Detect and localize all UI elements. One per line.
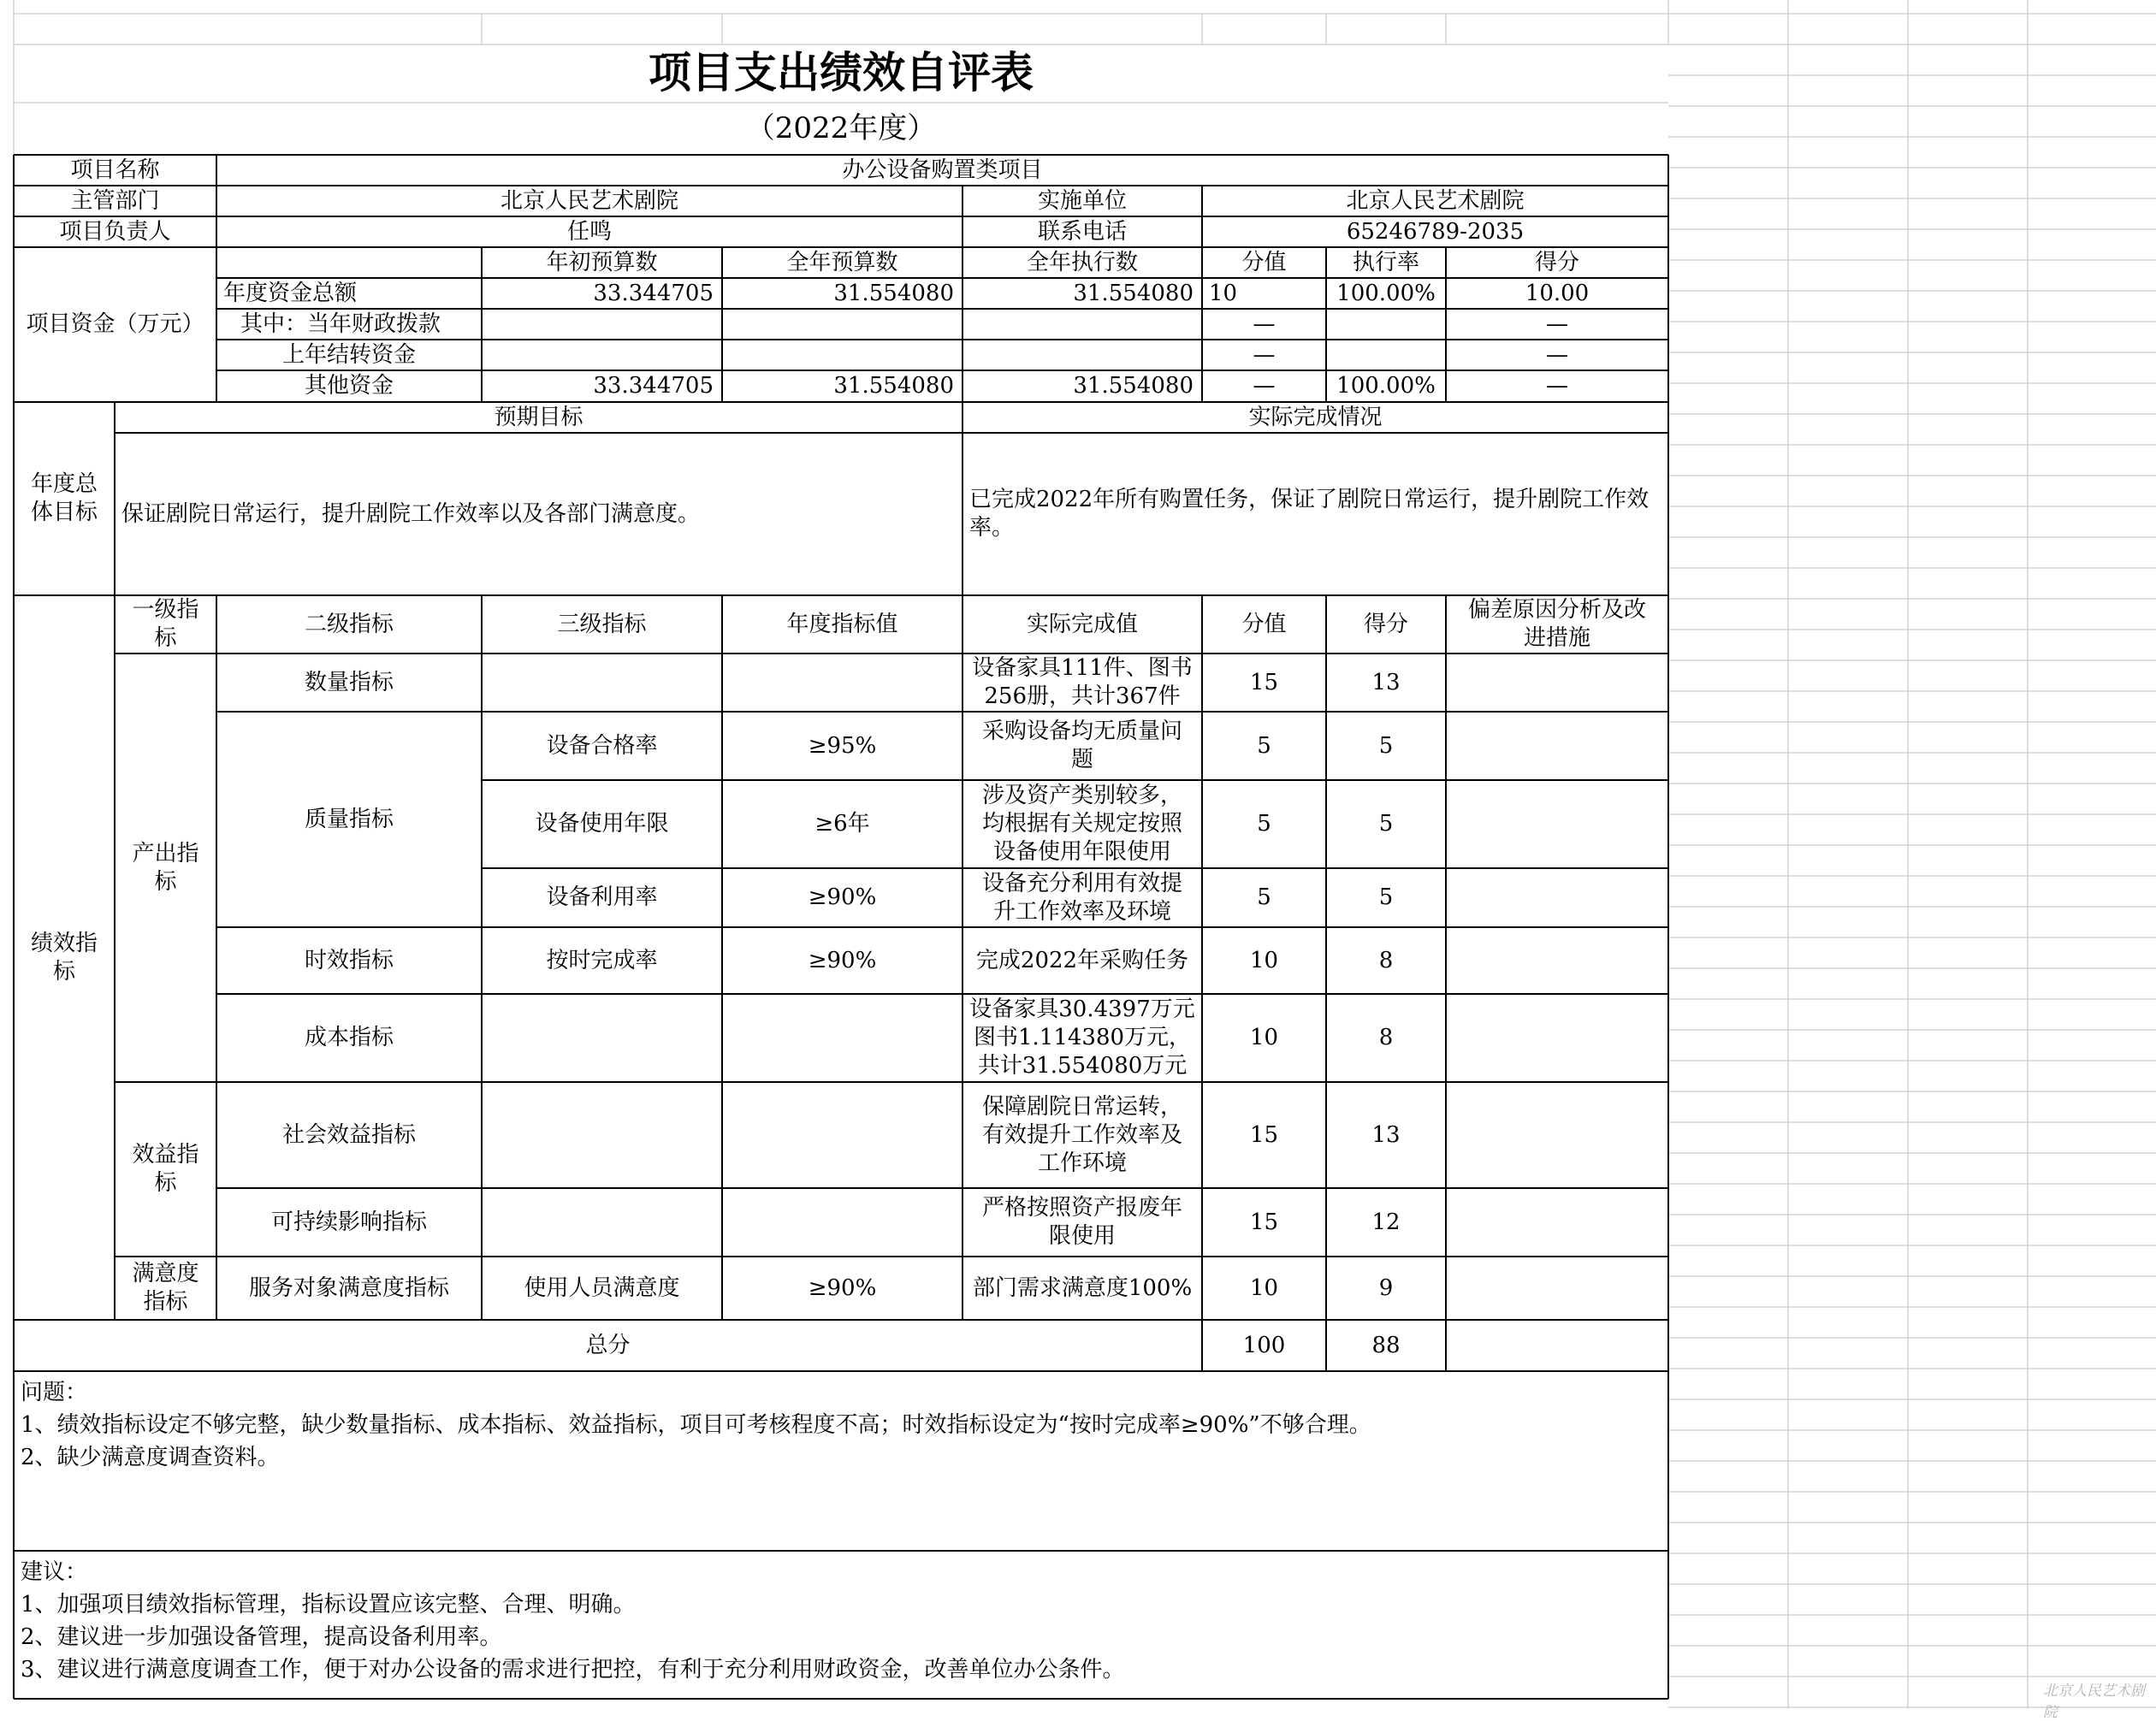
score-cell: 5	[1378, 811, 1394, 837]
funds-annual-budget: 31.554080	[833, 373, 954, 399]
problem-item: 1、绩效指标设定不够完整，缺少数量指标、成本指标、效益指标，项目可考核程度不高；时效指标设定为“按时完成率≥90%”不够合理。	[21, 1412, 1371, 1438]
target-cell: ≥90%	[808, 947, 877, 973]
score-cell: 5	[1378, 884, 1394, 910]
perf-header-target: 年度指标值	[786, 611, 898, 637]
total-score: 88	[1371, 1332, 1401, 1358]
target-cell	[722, 994, 962, 1082]
level1-benefit: 效益指 标	[132, 1142, 199, 1196]
page-title: 项目支出绩效自评表	[649, 47, 1034, 98]
funds-executed: 31.554080	[1073, 373, 1194, 399]
level3-cell	[482, 1188, 722, 1257]
value-cell: 15	[1249, 1209, 1279, 1235]
actual-cell: 严格按照资产报废年 限使用	[981, 1195, 1182, 1249]
level3-cell: 设备利用率	[546, 884, 658, 910]
score-cell: 5	[1378, 732, 1394, 759]
watermark: 北京人民艺术剧院	[2043, 1683, 2145, 1721]
actual-cell: 采购设备均无质量问 题	[981, 719, 1182, 772]
deviation-cell	[1446, 654, 1668, 712]
value-cell: 5	[1257, 811, 1271, 837]
dept-value: 北京人民艺术剧院	[500, 187, 678, 214]
funds-exec-rate: 100.00%	[1336, 280, 1436, 306]
deviation-cell	[1446, 868, 1668, 927]
dept-label: 主管部门	[70, 187, 160, 214]
funds-initial-budget: 33.344705	[593, 280, 714, 306]
funds-score: —	[1546, 341, 1568, 368]
funds-annual-budget	[722, 309, 962, 340]
value-cell: 10	[1249, 1274, 1279, 1301]
actual-cell: 保障剧院日常运转， 有效提升工作效率及 工作环境	[981, 1093, 1182, 1176]
funds-score-value: 10	[1209, 280, 1238, 306]
funds-exec-rate	[1326, 309, 1446, 340]
perf-label: 绩效指 标	[30, 930, 98, 985]
deviation-cell	[1446, 1257, 1668, 1320]
level3-cell: 使用人员满意度	[524, 1274, 680, 1301]
level3-cell	[482, 1082, 722, 1188]
funds-score-value: —	[1253, 310, 1276, 337]
deviation-cell	[1446, 1188, 1668, 1257]
level3-cell: 设备使用年限	[535, 811, 669, 837]
value-cell: 5	[1257, 884, 1271, 910]
level3-cell: 按时完成率	[546, 947, 658, 973]
funds-annual-budget: 31.554080	[833, 280, 954, 306]
funds-row-label: 其中：当年财政拨款	[240, 310, 441, 337]
target-cell: ≥90%	[808, 1274, 877, 1301]
deviation-cell	[1446, 1082, 1668, 1188]
deviation-cell	[1446, 927, 1668, 994]
deviation-cell	[1446, 780, 1668, 868]
funds-score-value: —	[1253, 373, 1276, 399]
phone-label: 联系电话	[1037, 218, 1127, 245]
funds-header: 得分	[1534, 249, 1579, 275]
leader-label: 项目负责人	[59, 218, 171, 245]
score-cell: 8	[1378, 1025, 1394, 1050]
funds-row-label: 年度资金总额	[223, 280, 358, 306]
funds-annual-budget	[722, 340, 962, 370]
deviation-cell	[1446, 712, 1668, 780]
perf-header-score: 得分	[1363, 611, 1408, 637]
perf-header-deviation: 偏差原因分析及改 进措施	[1467, 597, 1646, 651]
level1-output: 产出指 标	[132, 840, 199, 895]
funds-header: 分值	[1241, 249, 1287, 275]
actual-cell: 设备家具30.4397万元 图书1.114380万元， 共计31.554080万元	[969, 997, 1195, 1079]
impl-value: 北京人民艺术剧院	[1346, 187, 1525, 214]
funds-row-label: 其他资金	[304, 373, 394, 399]
goal-actual-header: 实际完成情况	[1248, 404, 1383, 430]
impl-label: 实施单位	[1037, 187, 1127, 214]
page-subtitle: （2022年度）	[745, 110, 937, 145]
funds-score: —	[1546, 310, 1568, 337]
funds-header: 执行率	[1352, 249, 1419, 275]
funds-header: 全年执行数	[1026, 249, 1138, 275]
funds-executed	[962, 309, 1202, 340]
level2-cost: 成本指标	[304, 1025, 394, 1050]
funds-exec-rate	[1326, 340, 1446, 370]
actual-cell: 设备充分利用有效提 升工作效率及环境	[981, 870, 1182, 925]
funds-header: 全年预算数	[786, 249, 898, 275]
target-cell	[722, 1188, 962, 1257]
total-value: 100	[1242, 1332, 1286, 1358]
funds-initial-budget	[482, 340, 722, 370]
funds-score: 10.00	[1525, 280, 1590, 306]
suggestions-block	[14, 1551, 1668, 1699]
level2-timeliness: 时效指标	[304, 947, 394, 973]
level3-cell	[482, 654, 722, 712]
target-cell: ≥6年	[814, 811, 870, 837]
funds-initial-budget: 33.344705	[593, 373, 714, 399]
perf-header-value: 分值	[1241, 611, 1287, 637]
level2-quantity: 数量指标	[304, 669, 394, 695]
funds-score: —	[1546, 373, 1568, 399]
value-cell: 10	[1249, 947, 1279, 973]
project-name-label: 项目名称	[70, 157, 160, 183]
phone-value: 65246789-2035	[1346, 218, 1525, 245]
goal-actual: 已完成2022年所有购置任务，保证了剧院日常运行，提升剧院工作效率。	[969, 487, 1650, 541]
score-cell: 13	[1371, 1121, 1401, 1148]
target-cell: ≥95%	[808, 732, 877, 759]
funds-row-label: 上年结转资金	[281, 341, 416, 368]
actual-cell: 设备家具111件、图书 256册，共计367件	[972, 655, 1193, 709]
funds-executed: 31.554080	[1073, 280, 1194, 306]
funds-exec-rate: 100.00%	[1336, 373, 1436, 399]
level2-quality: 质量指标	[304, 806, 394, 832]
target-cell	[722, 1082, 962, 1188]
funds-score-value: —	[1253, 341, 1276, 368]
target-cell	[722, 654, 962, 712]
score-cell: 13	[1371, 669, 1401, 695]
target-cell: ≥90%	[808, 884, 877, 910]
level3-cell: 设备合格率	[546, 732, 658, 759]
suggestion-item: 2、建议进一步加强设备管理，提高设备利用率。	[21, 1624, 502, 1650]
suggestion-item: 3、建议进行满意度调查工作，便于对办公设备的需求进行把控，有利于充分利用财政资金，改善单位办公条件。	[21, 1657, 1125, 1683]
project-name: 办公设备购置类项目	[842, 157, 1043, 183]
suggestions-title: 建议：	[21, 1559, 88, 1585]
goal-label: 年度总 体目标	[30, 471, 98, 525]
suggestion-item: 1、加强项目绩效指标管理，指标设置应该完整、合理、明确。	[21, 1592, 636, 1618]
actual-cell: 部门需求满意度100%	[972, 1274, 1193, 1301]
actual-cell: 涉及资产类别较多， 均根据有关规定按照 设备使用年限使用	[981, 783, 1182, 865]
problems-block	[14, 1371, 1668, 1551]
funds-label: 项目资金（万元）	[26, 311, 204, 337]
value-cell: 15	[1249, 1121, 1279, 1148]
goal-expected: 保证剧院日常运行，提升剧院工作效率以及各部门满意度。	[121, 500, 701, 527]
level2-social: 社会效益指标	[281, 1121, 416, 1148]
perf-header-level3: 三级指标	[557, 611, 647, 637]
actual-cell: 完成2022年采购任务	[975, 947, 1189, 973]
level1-satisfaction: 满意度 指标	[132, 1261, 199, 1315]
goal-expected-header: 预期目标	[494, 404, 583, 430]
value-cell: 10	[1249, 1025, 1279, 1050]
funds-initial-budget	[482, 309, 722, 340]
level3-cell	[482, 994, 722, 1082]
problems-title: 问题：	[21, 1380, 88, 1405]
level2-service-satisfaction: 服务对象满意度指标	[248, 1274, 449, 1301]
perf-header-level1: 一级指 标	[132, 597, 199, 651]
funds-header: 年初预算数	[546, 249, 658, 275]
score-cell: 12	[1371, 1209, 1401, 1235]
problem-item: 2、缺少满意度调查资料。	[21, 1445, 280, 1470]
deviation-cell	[1446, 994, 1668, 1082]
total-label: 总分	[585, 1332, 631, 1358]
level2-sustainable: 可持续影响指标	[270, 1209, 427, 1235]
value-cell: 5	[1257, 732, 1271, 759]
perf-header-level2: 二级指标	[304, 611, 394, 637]
score-cell: 9	[1378, 1274, 1394, 1301]
score-cell: 8	[1378, 947, 1394, 973]
leader-value: 任鸣	[566, 218, 612, 245]
perf-header-actual: 实际完成值	[1026, 611, 1138, 637]
value-cell: 15	[1249, 669, 1279, 695]
funds-executed	[962, 340, 1202, 370]
